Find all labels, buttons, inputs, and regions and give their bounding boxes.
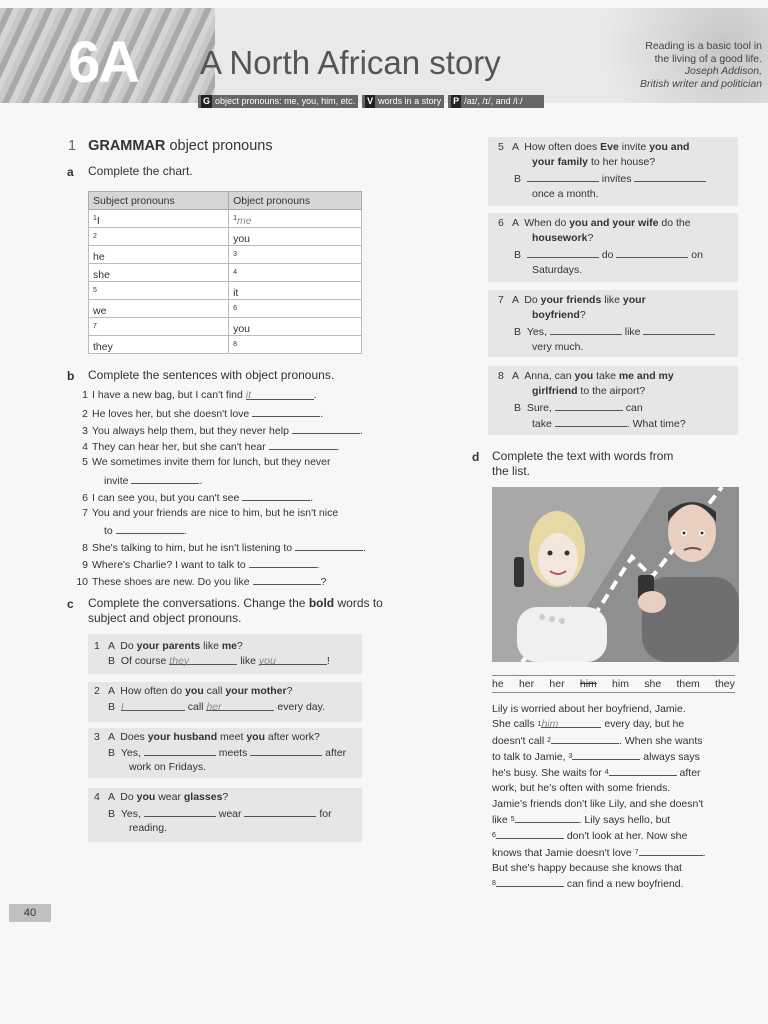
quote-line-1: Reading is a basic tool in (645, 40, 762, 52)
chart-cell-object: it (229, 282, 362, 300)
chart-row (89, 282, 362, 300)
sentence-item: 3 You always help them, but they never help . (82, 424, 363, 437)
tag-vocabulary: V words in a story (362, 95, 444, 108)
word-list-item: him (579, 678, 597, 690)
exercise-b-instruction: Complete the sentences with object pronouns. (88, 368, 335, 382)
conversation-6: 6 A When do you and your wife do the housework? B do on Saturdays. (488, 213, 738, 282)
exercise-c-instruction: Complete the conversations. Change the bold words to subject and object pronouns. (88, 596, 383, 625)
story-paragraph: Lily is worried about her boyfriend, Jamie. She calls $^1$him every day, but he doesn't call $^2$ . When she wants to talk to Jamie, $^3$ always says he's busy. She waits for $^4$ after work, but he's often with some friends. Jamie's friends don't like Lily, and she doesn't like $^5$ . Lily says hello, but $^6$ don't look at her. Now she knows that Jamie doesn't love $^7$ . But she's happy because she knows that $^8$ can find a new boyfriend. (492, 703, 706, 891)
word-list-item: she (644, 678, 662, 690)
exercise-c-label: c (67, 597, 74, 611)
chart-cell-subject: we (89, 300, 229, 318)
word-list-item: her (549, 678, 565, 690)
quote-line-2: the living of a good life. (654, 52, 762, 65)
sentence-item: 6 I can see you, but you can't see . (82, 491, 314, 504)
chart-cell-subject: $^1$I (89, 210, 229, 228)
conversation-7: 7 A Do your friends like your boyfriend? B Yes, like very much. (488, 290, 738, 357)
unit-number: 6A (68, 30, 139, 95)
exercise-d-label: d (472, 450, 480, 464)
conversation-8: 8 A Anna, can you take me and my girlfriend to the airport? B Sure, can take . What time? (488, 366, 738, 435)
section-heading: 1 GRAMMAR object pronouns (68, 138, 273, 154)
conversation-2: 2 A How often do you call your mother? B I call her every day. (88, 682, 362, 722)
page-number: 40 (9, 904, 51, 922)
sentence-item: invite . (104, 475, 203, 487)
quote-author-role: British writer and politician (640, 77, 762, 90)
couple-phone-illustration (492, 487, 739, 662)
conversation-4: 4 A Do you wear glasses? B Yes, wear for reading. (88, 788, 362, 842)
chart-cell-object: $^1$me (229, 210, 362, 228)
exercise-a-label: a (67, 165, 74, 179)
header-quote (562, 40, 762, 90)
unit-header (0, 8, 768, 106)
lesson-tags (198, 95, 544, 108)
chart-row (89, 228, 362, 246)
chart-cell-object: 3 (229, 246, 362, 264)
chart-cell-object: 8 (229, 336, 362, 354)
chart-header-subject: Subject pronouns (89, 192, 229, 210)
chart-cell-subject: she (89, 264, 229, 282)
conversation-1: 1 A Do your parents like me? B Of course they like you ! (88, 634, 362, 674)
sentence-item: 1 I have a new bag, but I can't find it . (82, 389, 317, 401)
quote-author: Joseph Addison, (684, 65, 762, 77)
word-list-item: them (676, 678, 700, 690)
sentence-item: to . (104, 525, 187, 538)
sentence-item: 10 These shoes are new. Do you like ? (76, 575, 327, 588)
sentence-item: 4 They can hear her, but she can't hear . (82, 441, 340, 454)
chart-row (89, 210, 362, 228)
sentence-item: 9 Where's Charlie? I want to talk to . (82, 559, 320, 571)
chart-row (89, 300, 362, 318)
conversation-3: 3 A Does your husband meet you after work? B Yes, meets after work on Fridays. (88, 728, 362, 778)
chart-cell-subject: 2 (89, 228, 229, 246)
tag-grammar: G object pronouns: me, you, him, etc. (198, 95, 358, 108)
exercise-a-instruction: Complete the chart. (88, 164, 193, 178)
chart-cell-subject: 5 (89, 282, 229, 300)
lesson-title: A North African story (200, 44, 501, 81)
chart-header-object: Object pronouns (229, 192, 362, 210)
chart-cell-object: 6 (229, 300, 362, 318)
pronoun-chart (88, 191, 362, 354)
chart-row (89, 246, 362, 264)
conversation-5: 5 A How often does Eve invite you and your family to her house? B invites once a month. (488, 137, 738, 206)
word-list-item: her (518, 678, 535, 690)
chart-cell-object: 4 (229, 264, 362, 282)
chart-cell-object: you (229, 228, 362, 246)
chart-cell-subject: he (89, 246, 229, 264)
chart-cell-object: you (229, 318, 362, 336)
sentence-item: 7 You and your friends are nice to him, but he isn't nice (82, 506, 339, 519)
chart-cell-subject: they (89, 336, 229, 354)
chart-row (89, 318, 362, 336)
word-list-item: they (715, 678, 735, 690)
chart-row (89, 264, 362, 282)
exercise-b-label: b (67, 369, 75, 383)
exercise-d-instruction: Complete the text with words from the list. (492, 449, 674, 478)
chart-row (89, 336, 362, 354)
tag-pronunciation: P /aɪ/, /ɪ/, and /iː/ (448, 95, 544, 108)
word-list-item: him (612, 678, 629, 690)
sentence-item: 8 She's talking to him, but he isn't listening to . (82, 542, 366, 555)
word-list (492, 675, 735, 693)
sentence-item: 5 We sometimes invite them for lunch, but they never (82, 456, 331, 469)
chart-cell-subject: 7 (89, 318, 229, 336)
word-list-item: he (492, 678, 504, 690)
sentence-item: 2 He loves her, but she doesn't love . (82, 407, 324, 420)
